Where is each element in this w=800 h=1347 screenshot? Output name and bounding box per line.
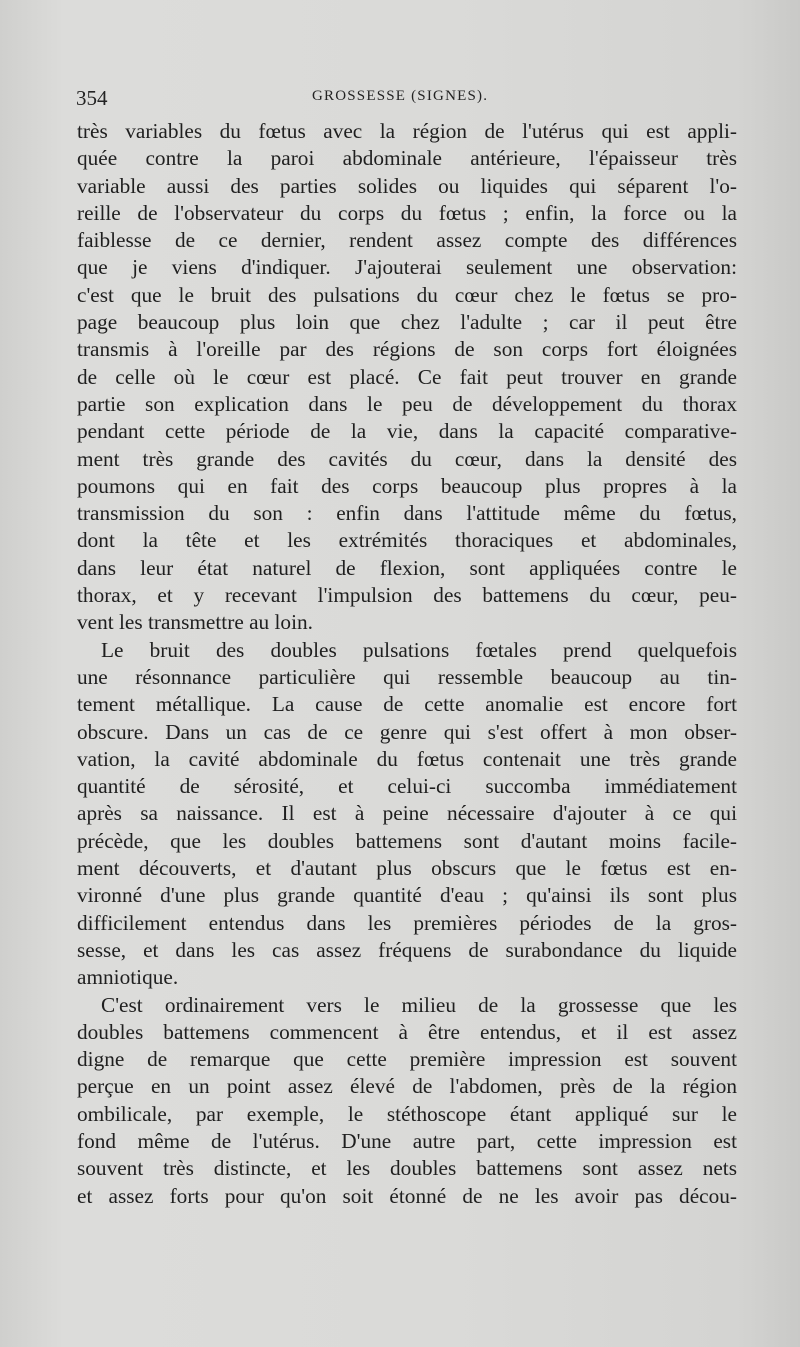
text-line: amniotique. bbox=[77, 965, 179, 990]
text-line: que je viens d'indiquer. J'ajouterai seulement une observation: bbox=[77, 255, 737, 280]
text-line: poumons qui en fait des corps beaucoup plus propres à la bbox=[77, 473, 737, 498]
text-line: C'est ordinairement vers le milieu de la grossesse que les bbox=[101, 992, 737, 1017]
text-line: de celle où le cœur est placé. Ce fait peut trouver en grande bbox=[77, 364, 737, 389]
text-line: précède, que les doubles battemens sont d'autant moins facile- bbox=[77, 828, 737, 853]
text-line: une résonnance particulière qui ressemble beaucoup au tin- bbox=[77, 664, 737, 689]
text-line: dont la tête et les extrémités thoraciques et abdominales, bbox=[77, 528, 737, 553]
text-line: ombilicale, par exemple, le stéthoscope étant appliqué sur le bbox=[77, 1101, 737, 1126]
text-line: vironné d'une plus grande quantité d'eau ; qu'ainsi ils sont plus bbox=[77, 883, 737, 908]
text-line: fond même de l'utérus. D'une autre part, cette impression est bbox=[77, 1128, 737, 1153]
text-line: tement métallique. La cause de cette anomalie est encore fort bbox=[77, 692, 737, 717]
text-line: pendant cette période de la vie, dans la capacité comparative- bbox=[77, 419, 737, 444]
text-line: transmis à l'oreille par des régions de son corps fort éloignées bbox=[77, 337, 737, 362]
text-line: c'est que le bruit des pulsations du cœur chez le fœtus se pro- bbox=[77, 282, 737, 307]
text-line: quée contre la paroi abdominale antérieure, l'épaisseur très bbox=[77, 146, 737, 171]
text-line: faiblesse de ce dernier, rendent assez compte des différences bbox=[77, 228, 737, 253]
text-line: variable aussi des parties solides ou liquides qui séparent l'o- bbox=[77, 173, 737, 198]
text-line: après sa naissance. Il est à peine nécessaire d'ajouter à ce qui bbox=[77, 801, 737, 826]
text-line: transmission du son : enfin dans l'attitude même du fœtus, bbox=[77, 501, 737, 526]
page-header bbox=[76, 86, 736, 114]
text-line: difficilement entendus dans les premières périodes de la gros- bbox=[77, 910, 737, 935]
text-line: souvent très distincte, et les doubles battemens sont assez nets bbox=[77, 1156, 737, 1181]
text-line: doubles battemens commencent à être entendus, et il est assez bbox=[77, 1019, 737, 1044]
text-line: sesse, et dans les cas assez fréquens de surabondance du liquide bbox=[77, 937, 737, 962]
page-number: 354 bbox=[76, 86, 108, 110]
text-line: digne de remarque que cette première impression est souvent bbox=[77, 1047, 737, 1072]
text-line: obscure. Dans un cas de ce genre qui s'est offert à mon obser- bbox=[77, 719, 737, 744]
text-line: ment très grande des cavités du cœur, dans la densité des bbox=[77, 446, 737, 471]
text-line: page beaucoup plus loin que chez l'adulte ; car il peut être bbox=[77, 310, 737, 335]
text-line: Le bruit des doubles pulsations fœtales prend quelquefois bbox=[101, 637, 737, 662]
text-line: perçue en un point assez élevé de l'abdomen, près de la région bbox=[77, 1074, 737, 1099]
text-line: reille de l'observateur du corps du fœtus ; enfin, la force ou la bbox=[77, 200, 737, 225]
text-line: vent les transmettre au loin. bbox=[77, 610, 313, 635]
running-head: GROSSESSE (SIGNES). bbox=[312, 88, 489, 104]
text-line: quantité de sérosité, et celui-ci succomba immédiatement bbox=[77, 774, 737, 799]
text-line: vation, la cavité abdominale du fœtus contenait une très grande bbox=[77, 746, 737, 771]
text-line: ment découverts, et d'autant plus obscurs que le fœtus est en- bbox=[77, 856, 737, 881]
text-line: et assez forts pour qu'on soit étonné de ne les avoir pas décou- bbox=[77, 1183, 737, 1208]
text-line: partie son explication dans le peu de développement du thorax bbox=[77, 391, 737, 416]
text-line: très variables du fœtus avec la région de l'utérus qui est appli- bbox=[77, 119, 737, 143]
text-line: thorax, et y recevant l'impulsion des battemens du cœur, peu- bbox=[77, 583, 737, 608]
body-text bbox=[77, 118, 737, 1210]
text-line: dans leur état naturel de flexion, sont appliquées contre le bbox=[77, 555, 737, 580]
